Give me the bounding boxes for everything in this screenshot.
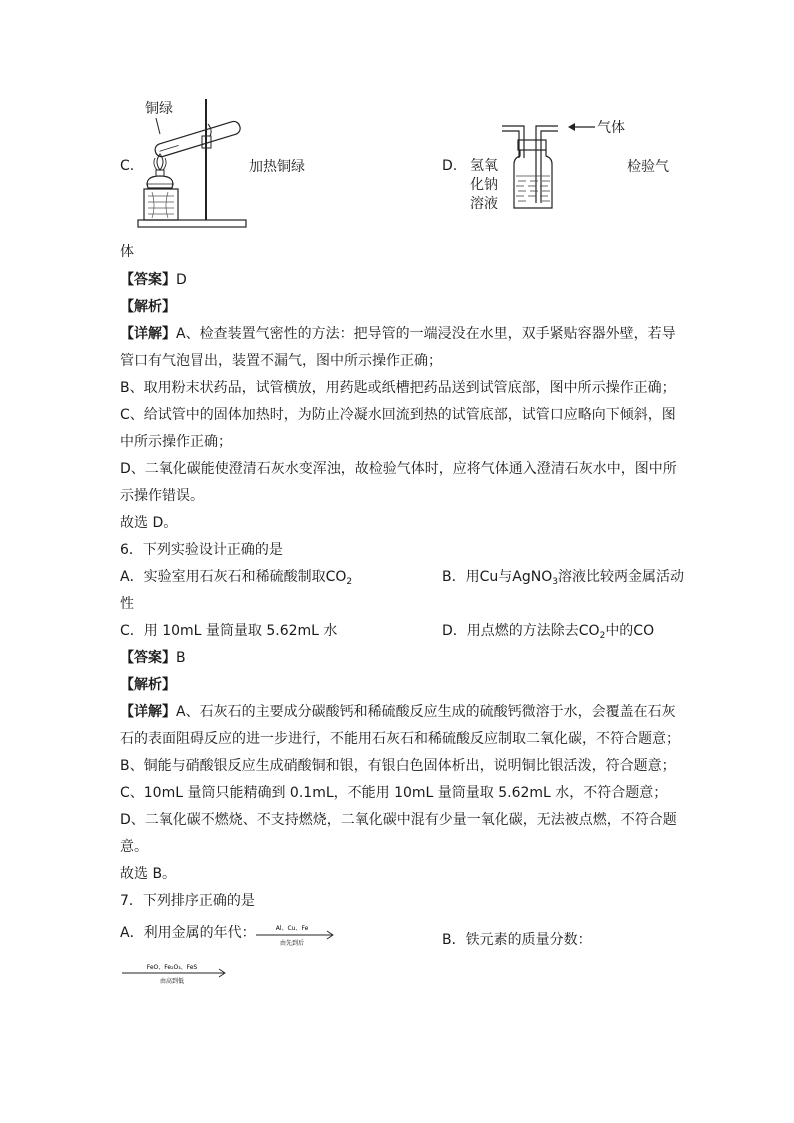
solution-label-3: 溶液 — [470, 196, 498, 212]
option-d-label: D. — [442, 158, 458, 174]
q5-detail-line-6: D、二氧化碳能使澄清石灰水变浑浊，故检验气体时，应将气体通入澄清石灰水中，图中所 — [120, 461, 677, 477]
q6-detail-line-1: 【详解】A、石灰石的主要成分碳酸钙和稀硫酸反应生成的硫酸钙微溶于水，会覆盖在石灰 — [120, 704, 676, 720]
q6-detail-line-3: B、铜能与硝酸银反应生成硝酸铜和银，有银白色固体析出，说明铜比银活泼，符合题意； — [120, 758, 676, 774]
q5-detail-line-4: C、给试管中的固体加热时，为防止冷凝水回流到热的试管底部，试管口应略向下倾斜，图 — [120, 407, 676, 423]
q5-detail-line-2: 管口有气泡冒出，装置不漏气，图中所示操作正确； — [120, 353, 442, 369]
q7-b-order-arrow — [120, 960, 228, 986]
q6-option-b-tail: 性 — [120, 596, 134, 612]
q6-detail-line-6: 意。 — [120, 839, 148, 855]
copper-green-callout: 铜绿 — [145, 101, 173, 117]
q7-stem: 7．下列排序正确的是 — [120, 893, 255, 909]
q5-analysis-label: 【解析】 — [120, 299, 176, 315]
q6-conclusion: 故选 B。 — [120, 866, 177, 882]
gas-test-caption-tail: 体 — [120, 244, 134, 260]
q6-answer — [120, 648, 186, 668]
gas-washing-bottle-diagram — [500, 118, 600, 213]
heating-apparatus-diagram — [138, 96, 248, 231]
q5-detail-line-7: 示操作错误。 — [120, 488, 204, 504]
q7-b-arrow-bottom-text: 由高到低 — [159, 978, 185, 985]
detail-label: 【详解】 — [120, 704, 176, 720]
solution-label-2: 化钠 — [470, 177, 498, 193]
q6-option-a: A．实验室用石灰石和稀硫酸制取$CO_2$ — [120, 569, 353, 587]
q7-b-arrow-top-text: FeO、Fe₂O₃、FeS — [146, 964, 198, 971]
q5-detail-line-3: B、取用粉末状药品，试管横放，用药匙或纸槽把药品送到试管底部，图中所示操作正确； — [120, 380, 676, 396]
answer-label: 【答案】 — [120, 650, 176, 666]
option-c-label: C. — [120, 158, 135, 174]
q7-a-arrow-bottom-text: 由先到后 — [279, 940, 305, 947]
q5-detail-line-5: 中所示操作正确； — [120, 434, 232, 450]
detail-label: 【详解】 — [120, 326, 176, 342]
answer-value: D — [176, 272, 187, 288]
q6-analysis-label: 【解析】 — [120, 677, 176, 693]
q7-a-arrow-top-text: Al、Cu、Fe — [275, 925, 309, 932]
gas-test-caption: 检验气 — [627, 159, 669, 175]
q6-option-b: B．用Cu与AgNO$_3$溶液比较两金属活动 — [442, 569, 684, 587]
q5-detail-line-1: 【详解】A、检查装置气密性的方法：把导管的一端浸没在水里，双手紧贴容器外壁，若导 — [120, 326, 676, 342]
q6-detail-line-4: C、10mL 量筒只能精确到 0.1mL，不能用 10mL 量筒量取 5.62mL 水，不符合题意； — [120, 785, 668, 801]
q6-stem: 6．下列实验设计正确的是 — [120, 542, 283, 558]
answer-value: B — [176, 650, 186, 666]
q5-answer — [120, 270, 187, 290]
q6-option-c: C．用 10mL 量筒量取 5.62mL 水 — [120, 623, 338, 639]
q7-option-b: B．铁元素的质量分数： — [442, 932, 592, 948]
q5-conclusion: 故选 D。 — [120, 515, 178, 531]
q6-detail-line-5: D、二氧化碳不燃烧、不支持燃烧，二氧化碳中混有少量一氧化碳，无法被点燃，不符合题 — [120, 812, 677, 828]
q7-option-a: A．利用金属的年代： — [120, 925, 256, 941]
solution-label-1: 氢氧 — [470, 158, 498, 174]
gas-arrow-label: 气体 — [597, 120, 625, 136]
q6-detail-line-2: 石的表面阻碍反应的进一步进行，不能用石灰石和稀硫酸反应制取二氧化碳，不符合题意； — [120, 731, 680, 747]
q6-option-d: D．用点燃的方法除去$CO_2$中的CO — [442, 623, 655, 641]
answer-label: 【答案】 — [120, 272, 176, 288]
heating-caption: 加热铜绿 — [249, 159, 305, 175]
q7-a-order-arrow — [254, 923, 336, 949]
